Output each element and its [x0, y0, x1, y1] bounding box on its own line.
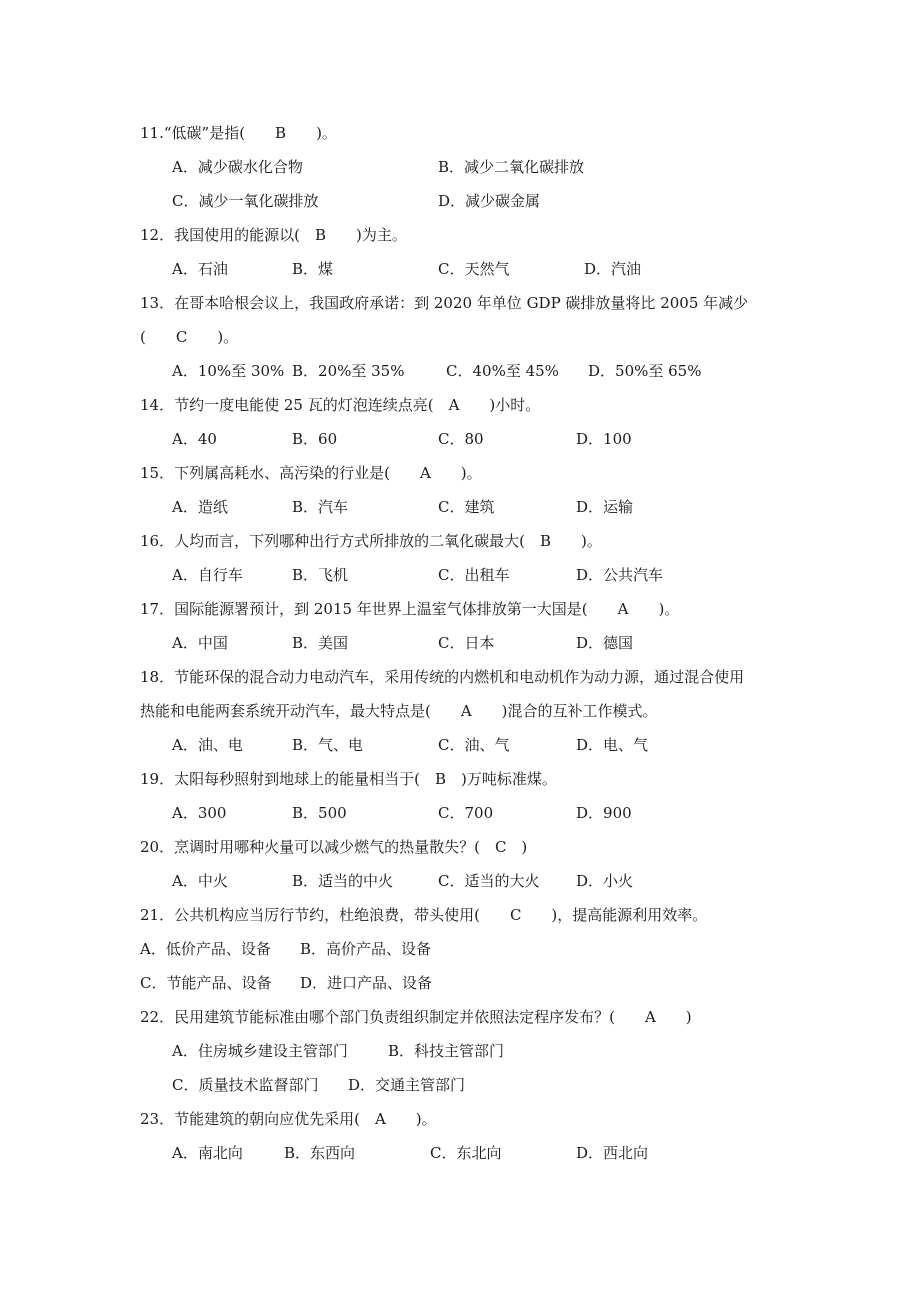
question-21-text: 21．公共机构应当厉行节约，杜绝浪费，带头使用( C )，提高能源利用效率。: [140, 906, 708, 924]
question-18-text-continued: 热能和电能两套系统开动汽车，最大特点是( A )混合的互补工作模式。: [140, 702, 658, 720]
question-18-option-d: D．电、气: [576, 736, 649, 754]
question-17-text: 17．国际能源署预计，到 2015 年世界上温室气体排放第一大国是( A )。: [140, 600, 680, 618]
question-14-option-b: B．60: [292, 430, 338, 448]
question-14-text: 14．节约一度电能使 25 瓦的灯泡连续点亮( A )小时。: [140, 396, 541, 414]
question-19-text: 19．太阳每秒照射到地球上的能量相当于( B )万吨标准煤。: [140, 770, 557, 788]
question-12-option-b: B．煤: [292, 260, 334, 278]
question-13-option-d: D．50%至 65%: [588, 362, 702, 380]
question-22-option-b: B．科技主管部门: [388, 1042, 505, 1060]
question-11-option-b: B．减少二氧化碳排放: [438, 158, 585, 176]
question-11-option-a: A．减少碳水化合物: [172, 158, 303, 176]
question-22-option-d: D．交通主管部门: [348, 1076, 466, 1094]
question-15-option-a: A．造纸: [172, 498, 228, 516]
question-15-option-c: C．建筑: [438, 498, 495, 516]
question-20-option-a: A．中火: [172, 872, 228, 890]
question-14-option-a: A．40: [172, 430, 217, 448]
question-23-option-a: A．南北向: [172, 1144, 243, 1162]
question-14-option-c: C．80: [438, 430, 484, 448]
question-15-option-b: B．汽车: [292, 498, 349, 516]
question-17-option-a: A．中国: [172, 634, 228, 652]
question-21-option-d: D．进口产品、设备: [300, 974, 433, 992]
question-12-option-c: C．天然气: [438, 260, 510, 278]
question-18-option-b: B．气、电: [292, 736, 364, 754]
question-14-option-d: D．100: [576, 430, 632, 448]
question-18-text: 18．节能环保的混合动力电动汽车，采用传统的内燃机和电动机作为动力源，通过混合使用: [140, 668, 745, 686]
question-12-option-d: D．汽油: [584, 260, 642, 278]
question-23-option-c: C．东北向: [430, 1144, 502, 1162]
question-17-option-b: B．美国: [292, 634, 349, 652]
question-22-text: 22．民用建筑节能标准由哪个部门负责组织制定并依照法定程序发布？( A ): [140, 1008, 692, 1026]
question-20-option-c: C．适当的大火: [438, 872, 540, 890]
question-11-option-c: C．减少一氧化碳排放: [172, 192, 319, 210]
question-12-option-a: A．石油: [172, 260, 228, 278]
question-17-option-d: D．德国: [576, 634, 634, 652]
question-22-option-a: A．住房城乡建设主管部门: [172, 1042, 348, 1060]
question-19-option-d: D．900: [576, 804, 632, 822]
question-20-option-d: D．小火: [576, 872, 634, 890]
question-16-option-c: C．出租车: [438, 566, 510, 584]
question-20-option-b: B．适当的中火: [292, 872, 394, 890]
question-15-option-d: D．运输: [576, 498, 634, 516]
question-17-option-c: C．日本: [438, 634, 495, 652]
question-12-text: 12．我国使用的能源以( B )为主。: [140, 226, 407, 244]
question-16-option-a: A．自行车: [172, 566, 243, 584]
question-13-option-a: A．10%至 30%: [172, 362, 285, 380]
question-23-option-b: B．东西向: [284, 1144, 356, 1162]
question-11-option-d: D．减少碳金属: [438, 192, 541, 210]
question-22-option-c: C．质量技术监督部门: [172, 1076, 319, 1094]
question-13-option-b: B．20%至 35%: [292, 362, 405, 380]
question-13-text-continued: ( C )。: [140, 328, 239, 346]
question-19-option-c: C．700: [438, 804, 494, 822]
question-15-text: 15．下列属高耗水、高污染的行业是( A )。: [140, 464, 482, 482]
question-21-option-a: A．低价产品、设备: [140, 940, 271, 958]
question-23-option-d: D．西北向: [576, 1144, 649, 1162]
question-13-option-c: C．40%至 45%: [446, 362, 559, 380]
question-16-option-b: B．飞机: [292, 566, 349, 584]
question-23-text: 23．节能建筑的朝向应优先采用( A )。: [140, 1110, 437, 1128]
question-13-text: 13．在哥本哈根会议上，我国政府承诺：到 2020 年单位 GDP 碳排放量将比 2005 年减少: [140, 294, 749, 312]
question-18-option-c: C．油、气: [438, 736, 510, 754]
question-19-option-a: A．300: [172, 804, 227, 822]
question-16-option-d: D．公共汽车: [576, 566, 664, 584]
question-21-option-b: B．高价产品、设备: [300, 940, 432, 958]
question-11-text: 11.“低碳”是指( B )。: [140, 124, 337, 142]
question-20-text: 20．烹调时用哪种火量可以减少燃气的热量散失？( C ): [140, 838, 528, 856]
question-18-option-a: A．油、电: [172, 736, 243, 754]
question-21-option-c: C．节能产品、设备: [140, 974, 272, 992]
question-16-text: 16．人均而言，下列哪种出行方式所排放的二氧化碳最大( B )。: [140, 532, 602, 550]
question-19-option-b: B．500: [292, 804, 347, 822]
